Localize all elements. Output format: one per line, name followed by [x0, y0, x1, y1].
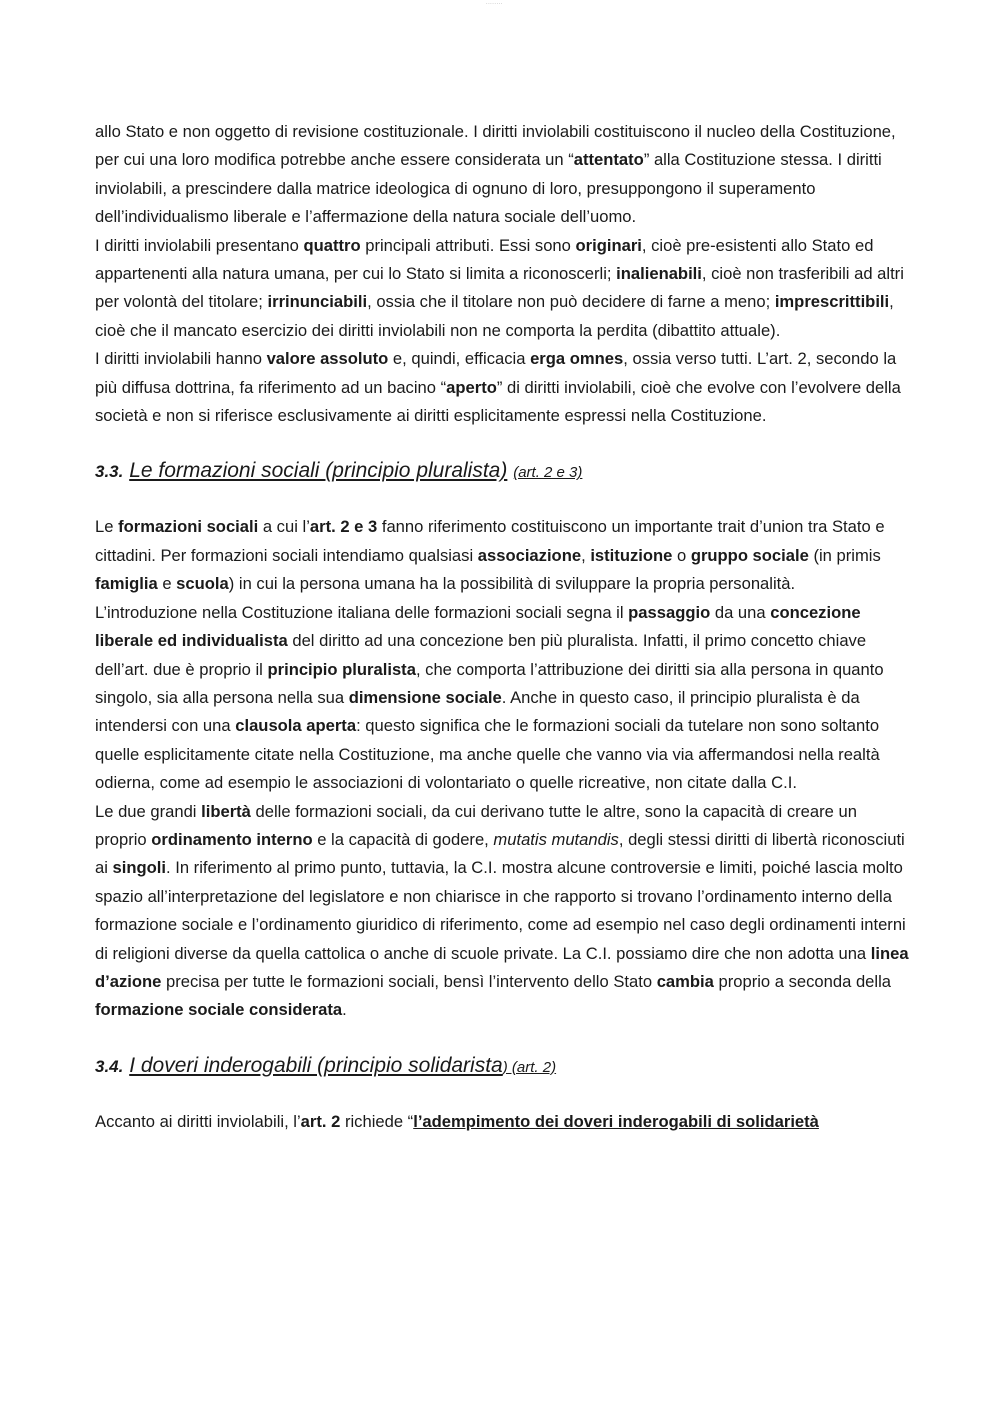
text-run: . — [342, 1000, 347, 1020]
text-run: delle formazioni sociali, da cui derivano tutte le altre, sono la capacità di creare un proprio — [95, 801, 857, 849]
bold-term: erga omnes — [530, 349, 624, 369]
bold-term: gruppo sociale — [690, 545, 809, 565]
paragraph-principio-pluralista — [95, 599, 910, 798]
bold-term: formazione sociale considerata — [95, 1000, 343, 1020]
text-run: . In riferimento al primo punto, tuttavia, la C.I. mostra alcune controversie e limiti, poiché lascia molto spazio all’interpretazione del legislatore e non chiarisce in che rapporto si trovano l’ordinamento interno della formazione sociale e l’ordinamento giuridico di riferimento, come ad esempio nel caso degli ordinamenti interni di religioni diverse da quella cattolica o anche di scuole private. La C.I. possiamo dire che non adotta una — [95, 858, 906, 963]
paragraph-formazioni-sociali — [95, 513, 910, 598]
bold-term: ordinamento interno — [151, 829, 313, 849]
text-run: : questo significa che le formazioni sociali da tutelare non sono soltanto quelle esplicitamente citate nella Costituzione, ma anche quelle che vanno via via affermandosi nella realtà odierna, come ad esempio le associazioni di volontariato o quelle ricreative, non citate dalla C.I. — [95, 716, 880, 793]
paragraph-valore-assoluto — [95, 345, 910, 430]
text-run: I diritti inviolabili presentano — [95, 235, 304, 255]
bold-term: art. 2 e 3 — [309, 517, 378, 537]
bold-term: cambia — [656, 971, 714, 991]
text-run: Accanto ai diritti inviolabili, l’ — [95, 1111, 301, 1131]
bold-term: art. 2 — [300, 1111, 341, 1131]
bold-term: inalienabili — [616, 264, 702, 284]
paragraph-diritti-nucleo — [95, 118, 910, 232]
section-title: I doveri inderogabili (principio solidarista — [129, 1053, 503, 1077]
bold-term: clausola aperta — [235, 716, 357, 736]
text-run: , — [581, 545, 591, 565]
text-run: L’introduzione nella Costituzione italiana delle formazioni sociali segna il — [95, 602, 629, 622]
bold-term: linea d’azione — [95, 943, 909, 991]
text-run: , ossia verso tutti. L’art. 2, secondo la più diffusa dottrina, fa riferimento ad un bacino “ — [95, 349, 897, 397]
text-run: precisa per tutte le formazioni sociali, bensì l’intervento dello Stato — [161, 971, 657, 991]
bold-term: quattro — [303, 235, 361, 255]
text-run: ) in cui la persona umana ha la possibilità di sviluppare la propria personalità. — [228, 574, 796, 594]
section-heading-3-3 — [95, 457, 910, 487]
text-run: e, quindi, efficacia — [388, 349, 531, 369]
text-run: ” di diritti inviolabili, cioè che evolve con l’evolvere della società e non si riferisce esclusivamente ai diritti esplicitamente espressi nella Costituzione. — [95, 377, 901, 426]
document-page — [95, 118, 910, 1136]
text-run: ” alla Costituzione stessa. I diritti inviolabili, a prescindere dalla matrice ideologica di ognuno di loro, presuppongono il superamento dell’individualismo liberale e l’affermazione della natura sociale dell’uomo. — [95, 150, 882, 227]
text-run: Le due grandi — [95, 801, 202, 821]
bold-term: imprescrittibili — [774, 292, 890, 312]
underlined-quote: l’adempimento dei doveri inderogabili di solidarietà — [413, 1111, 819, 1131]
text-run: , ossia che il titolare non può decidere di farne a meno; — [367, 292, 775, 312]
bold-term: valore assoluto — [266, 349, 389, 369]
text-run: proprio a seconda della — [713, 971, 892, 991]
text-run: , cioè non trasferibili ad altri per volontà del titolare; — [95, 264, 904, 312]
text-run: a cui l’ — [258, 517, 310, 537]
bold-term: scuola — [176, 574, 229, 594]
text-run: I diritti inviolabili hanno — [95, 349, 267, 369]
paragraph-doveri-inderogabili — [95, 1108, 910, 1136]
text-run: Le — [95, 517, 119, 537]
text-run: . Anche in questo caso, il principio pluralista è da intendersi con una — [95, 687, 860, 736]
italic-term: mutatis mutandis — [493, 829, 619, 849]
section-article-ref: (art. 2 e 3) — [513, 464, 583, 482]
section-title: Le formazioni sociali (principio pluralista) — [129, 459, 508, 483]
text-run: , cioè pre-esistenti allo Stato ed appartenenti alla natura umana, per cui lo Stato si limita a riconoscerli; — [95, 235, 874, 284]
paragraph-liberta-formazioni — [95, 798, 910, 1025]
section-article-ref: ) (art. 2) — [502, 1058, 557, 1076]
bold-term: famiglia — [95, 574, 158, 594]
bold-term: formazioni sociali — [118, 517, 259, 537]
bold-term: concezione liberale ed individualista — [95, 602, 861, 651]
bold-term: dimensione sociale — [348, 687, 502, 707]
text-run: e la capacità di godere, — [312, 829, 494, 849]
text-run: , degli stessi diritti di libertà riconosciuti ai — [95, 829, 905, 878]
text-run: allo Stato e non oggetto di revisione costituzionale. I diritti inviolabili costituiscono il nucleo della Costituzione, per cui una loro modifica potrebbe anche essere considerata un “ — [95, 122, 896, 170]
text-run: del diritto ad una concezione ben più pluralista. Infatti, il primo concetto chiave dell’art. due è proprio il — [95, 631, 867, 679]
section-heading-3-4 — [95, 1052, 910, 1082]
section-number: 3.4. — [95, 1056, 124, 1076]
bold-term: irrinunciabili — [267, 292, 368, 312]
bold-term: aperto — [446, 377, 497, 397]
section-number: 3.3. — [95, 462, 124, 482]
bold-term: istituzione — [590, 545, 673, 565]
text-run: , cioè che il mancato esercizio dei diritti inviolabili non ne comporta la perdita (dibattito attuale). — [95, 292, 894, 340]
text-run: richiede “ — [340, 1111, 414, 1131]
bold-term: passaggio — [628, 602, 711, 622]
text-run: e — [157, 574, 177, 594]
bold-term: libertà — [201, 801, 251, 821]
text-run: , che comporta l’attribuzione dei diritti sia alla persona in quanto singolo, sia alla persona nella sua — [95, 659, 884, 707]
bold-term: associazione — [477, 545, 582, 565]
bold-term: attentato — [573, 150, 644, 170]
bold-term: singoli — [112, 858, 166, 878]
paragraph-attributi — [95, 232, 910, 346]
header-mark: ........ — [486, 0, 503, 6]
text-run: fanno riferimento costituiscono un importante trait d’union tra Stato e cittadini. Per formazioni sociali intendiamo qualsiasi — [95, 517, 885, 565]
bold-term: principio pluralista — [267, 659, 416, 679]
text-run: principali attributi. Essi sono — [360, 235, 576, 255]
bold-term: originari — [575, 235, 642, 255]
text-run: o — [672, 545, 691, 565]
text-run: da una — [710, 602, 771, 622]
text-run: (in primis — [808, 545, 881, 565]
